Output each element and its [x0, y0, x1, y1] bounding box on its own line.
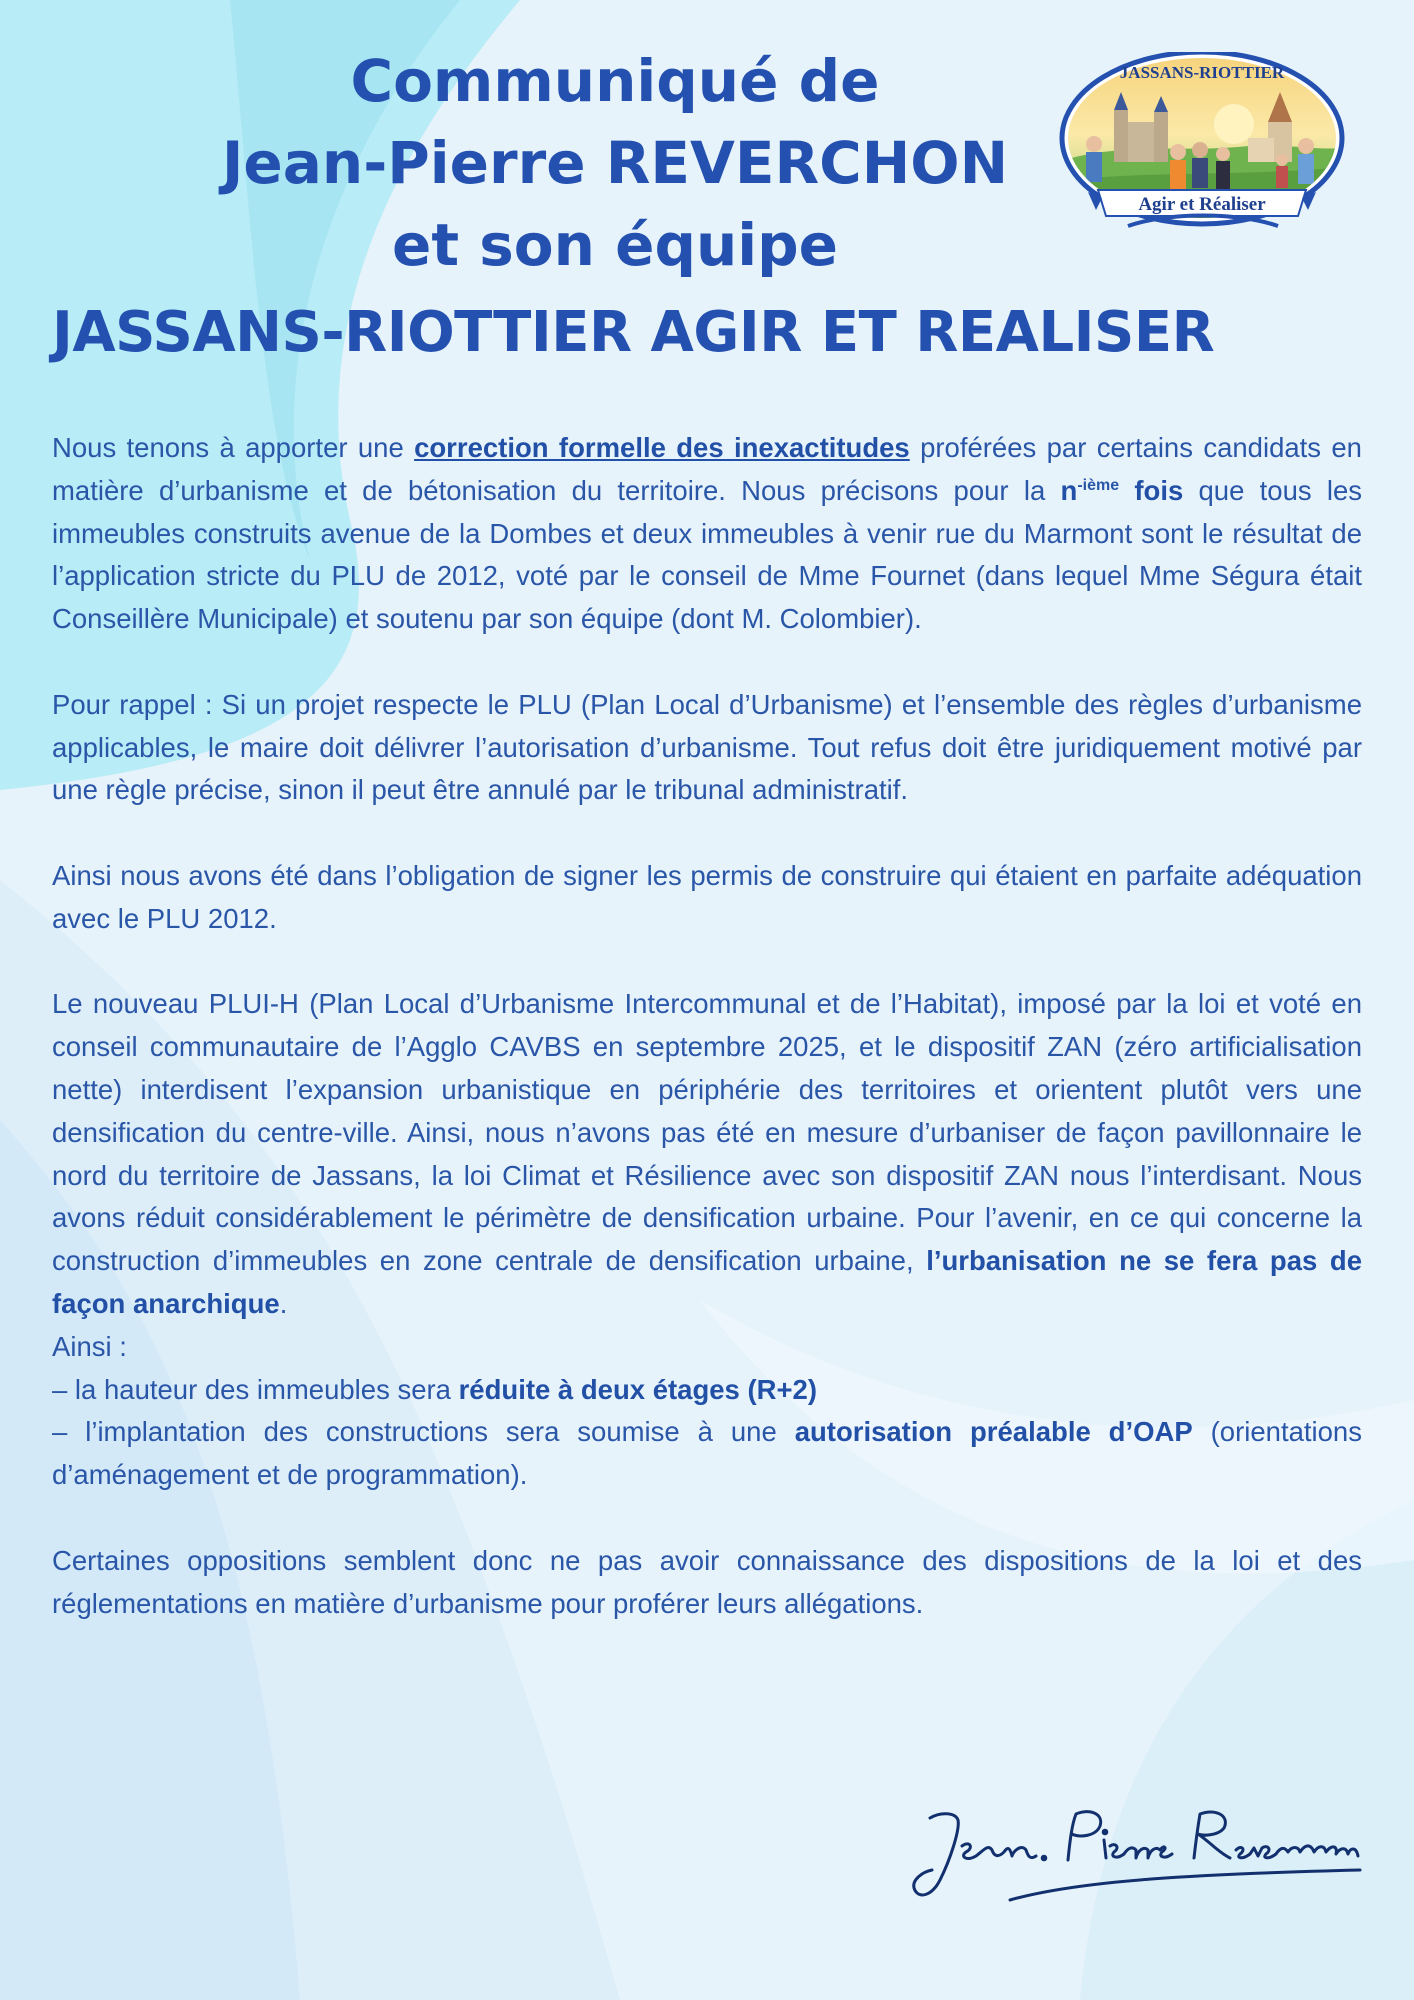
p4-text-a: Le nouveau PLUI-H (Plan Local d’Urbanisme Intercommunal et de l’Habitat), imposé par la loi et voté en conseil communautaire de l’Agglo CAVBS en septembre 2025, et le dispositif ZAN (zéro artificialisation nette) interdisent l’expansion urbanistique en périphérie des territoires et orientent plutôt vers une densification du centre-ville. Ainsi, nous n’avons pas été en mesure d’urbaniser de façon pavillonnaire le nord du territoire de Jassans, la loi Climat et Résilience avec son dispositif ZAN nous l’interdisant. Nous avons réduit considérablement le périmètre de densification urbaine. Pour l’avenir, en ce qui concerne la construction d’immeubles en zone centrale de densification urbaine,	[52, 988, 1362, 1277]
logo-ribbon-text: Agir et Réaliser	[1138, 194, 1266, 215]
p1-text-g: que tous les immeubles construits avenue de la Dombes et deux immeubles à venir rue du Marmont sont le résultat de l’application stricte du PLU de 2012, voté par le conseil de Mme Fournet (dans lequel Mme Ségura était Conseillère Municipale) et soutenu par son équipe (dont M. Colombier).	[52, 474, 1363, 635]
p1-superscript: -ième	[1077, 476, 1120, 494]
ainsi-label: Ainsi :	[52, 1330, 127, 1362]
p1-fois: fois	[1119, 474, 1184, 506]
paragraph-rappel: Pour rappel : Si un projet respecte le PLU (Plan Local d’Urbanisme) et l’ensemble des règles d’urbanisme applicables, le maire doit délivrer l’autorisation d’urbanisme. Tout refus doit être juridiquement motivé par une règle précise, sinon il peut être annulé par le tribunal administratif.	[52, 688, 1362, 806]
p4-period: .	[279, 1287, 288, 1319]
signature	[900, 1800, 1370, 1910]
logo-top-text: JASSANS-RIOTTIER	[1119, 63, 1285, 82]
item2-text-end: (orientations d’aménagement et de programmation).	[52, 1416, 1362, 1491]
paragraph-correction	[52, 427, 1362, 641]
item2-text: – l’implantation des constructions sera soumise à une	[52, 1416, 795, 1448]
title-party-name: JASSANS-RIOTTIER AGIR ET REALISER	[52, 300, 1215, 365]
item1-text: – la hauteur des immeubles sera	[52, 1373, 459, 1405]
title-line-1: Communiqué de	[350, 47, 880, 115]
title-block	[40, 40, 1220, 378]
communique-body	[52, 427, 1362, 1625]
p1-n: n	[1060, 474, 1078, 506]
p1-text-a: Nous tenons à apporter une	[52, 432, 415, 463]
paragraph-pluih	[52, 983, 1362, 1325]
p1-emphasis-correction: correction formelle des inexactitudes	[414, 432, 910, 463]
item2-emphasis: autorisation préalable d’OAP	[794, 1416, 1193, 1448]
paragraph-conclusion: Certaines oppositions semblent donc ne pas avoir connaissance des dispositions de la loi et des réglementations en matière d’urbanisme pour proférer leurs allégations.	[52, 1544, 1362, 1619]
p4-emphasis: l’urbanisation ne se fera pas de façon anarchique	[52, 1245, 1362, 1319]
item1-emphasis: réduite à deux étages (R+2)	[458, 1373, 817, 1405]
title-line-2: Jean-Pierre REVERCHON	[221, 129, 1009, 197]
list-item-implantation	[52, 1411, 1362, 1497]
campaign-logo	[1058, 52, 1346, 236]
paragraph-obligation: Ainsi nous avons été dans l’obligation de signer les permis de construire qui étaient en parfaite adéquation avec le PLU 2012.	[52, 859, 1362, 934]
p1-text-c: proférées par certains candidats en matière d’urbanisme et de bétonisation du territoire. Nous précisons pour la	[52, 432, 1362, 506]
title-line-3: et son équipe	[392, 211, 838, 279]
list-item-hauteur	[52, 1369, 1362, 1412]
